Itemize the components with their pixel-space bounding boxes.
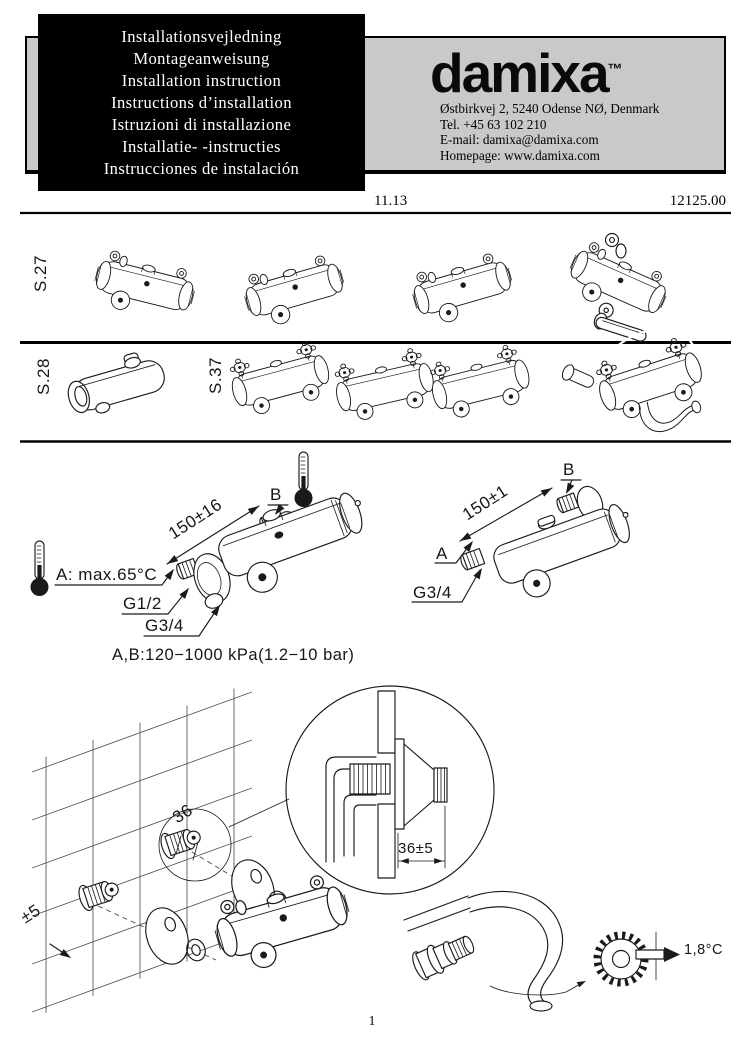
title-nl: Installatie- -instructies bbox=[122, 136, 281, 156]
address-line: Homepage: www.damixa.com bbox=[440, 147, 600, 163]
temperature-adjust-drawing bbox=[404, 891, 680, 1011]
tolerance-label: ±5 bbox=[17, 900, 45, 928]
spare-part-top bbox=[606, 234, 627, 259]
wall-section-detail-circle bbox=[286, 686, 494, 894]
doc-number: 12125.00 bbox=[669, 193, 726, 209]
brand-logo: damixa™ bbox=[430, 42, 623, 104]
address-line: Østbirkvej 2, 5240 Odense NØ, Denmark bbox=[440, 101, 660, 116]
page-number: 1 bbox=[368, 1013, 376, 1028]
depth-label-36: 36 bbox=[169, 800, 197, 828]
language-title-box bbox=[38, 14, 365, 191]
temp-step-label: 1,8°C bbox=[684, 942, 723, 958]
point-label-a: A bbox=[436, 544, 448, 563]
title-en: Installation instruction bbox=[121, 70, 282, 90]
title-es: Instrucciones de instalación bbox=[103, 158, 300, 178]
thread-label-g12: G1/2 bbox=[123, 594, 162, 613]
address-line: Tel. +45 63 102 210 bbox=[440, 116, 547, 132]
s28-mixer bbox=[62, 347, 170, 421]
dimension-150-1: 150±1 bbox=[459, 481, 512, 525]
detail-dimension-36-5: 36±5 bbox=[398, 840, 434, 857]
title-it: Istruzioni di installazione bbox=[111, 114, 292, 134]
address-line: E-mail: damixa@damixa.com bbox=[440, 132, 599, 148]
tiled-wall-grid bbox=[32, 644, 252, 1054]
model-label-s28: S.28 bbox=[34, 358, 53, 395]
model-row-s27-drawings bbox=[90, 234, 675, 344]
wall-installation-drawing bbox=[32, 644, 357, 1054]
max-temp-note: A: max.65°C bbox=[56, 565, 158, 584]
model-label-s27: S.27 bbox=[31, 255, 50, 292]
thread-label-g34-right: G3/4 bbox=[413, 583, 452, 602]
doc-date: 11.13 bbox=[374, 193, 408, 209]
title-de: Montageanweisung bbox=[133, 48, 270, 68]
model-label-s37: S.37 bbox=[206, 357, 225, 394]
title-da: Installationsvejledning bbox=[121, 26, 282, 46]
point-label-b2: B bbox=[563, 460, 575, 479]
front-view-dimension-drawing bbox=[31, 452, 378, 636]
title-fr: Instructions d’installation bbox=[111, 92, 292, 112]
pressure-range-note: A,B:120−1000 kPa(1.2−10 bar) bbox=[112, 646, 355, 664]
company-address bbox=[440, 101, 659, 163]
thread-label-g34: G3/4 bbox=[145, 616, 184, 635]
point-label-b: B bbox=[270, 485, 282, 504]
trademark-symbol: ™ bbox=[607, 61, 623, 78]
dimension-150-16: 150±16 bbox=[165, 494, 226, 544]
model-row-s28-s37-drawings bbox=[62, 319, 716, 457]
